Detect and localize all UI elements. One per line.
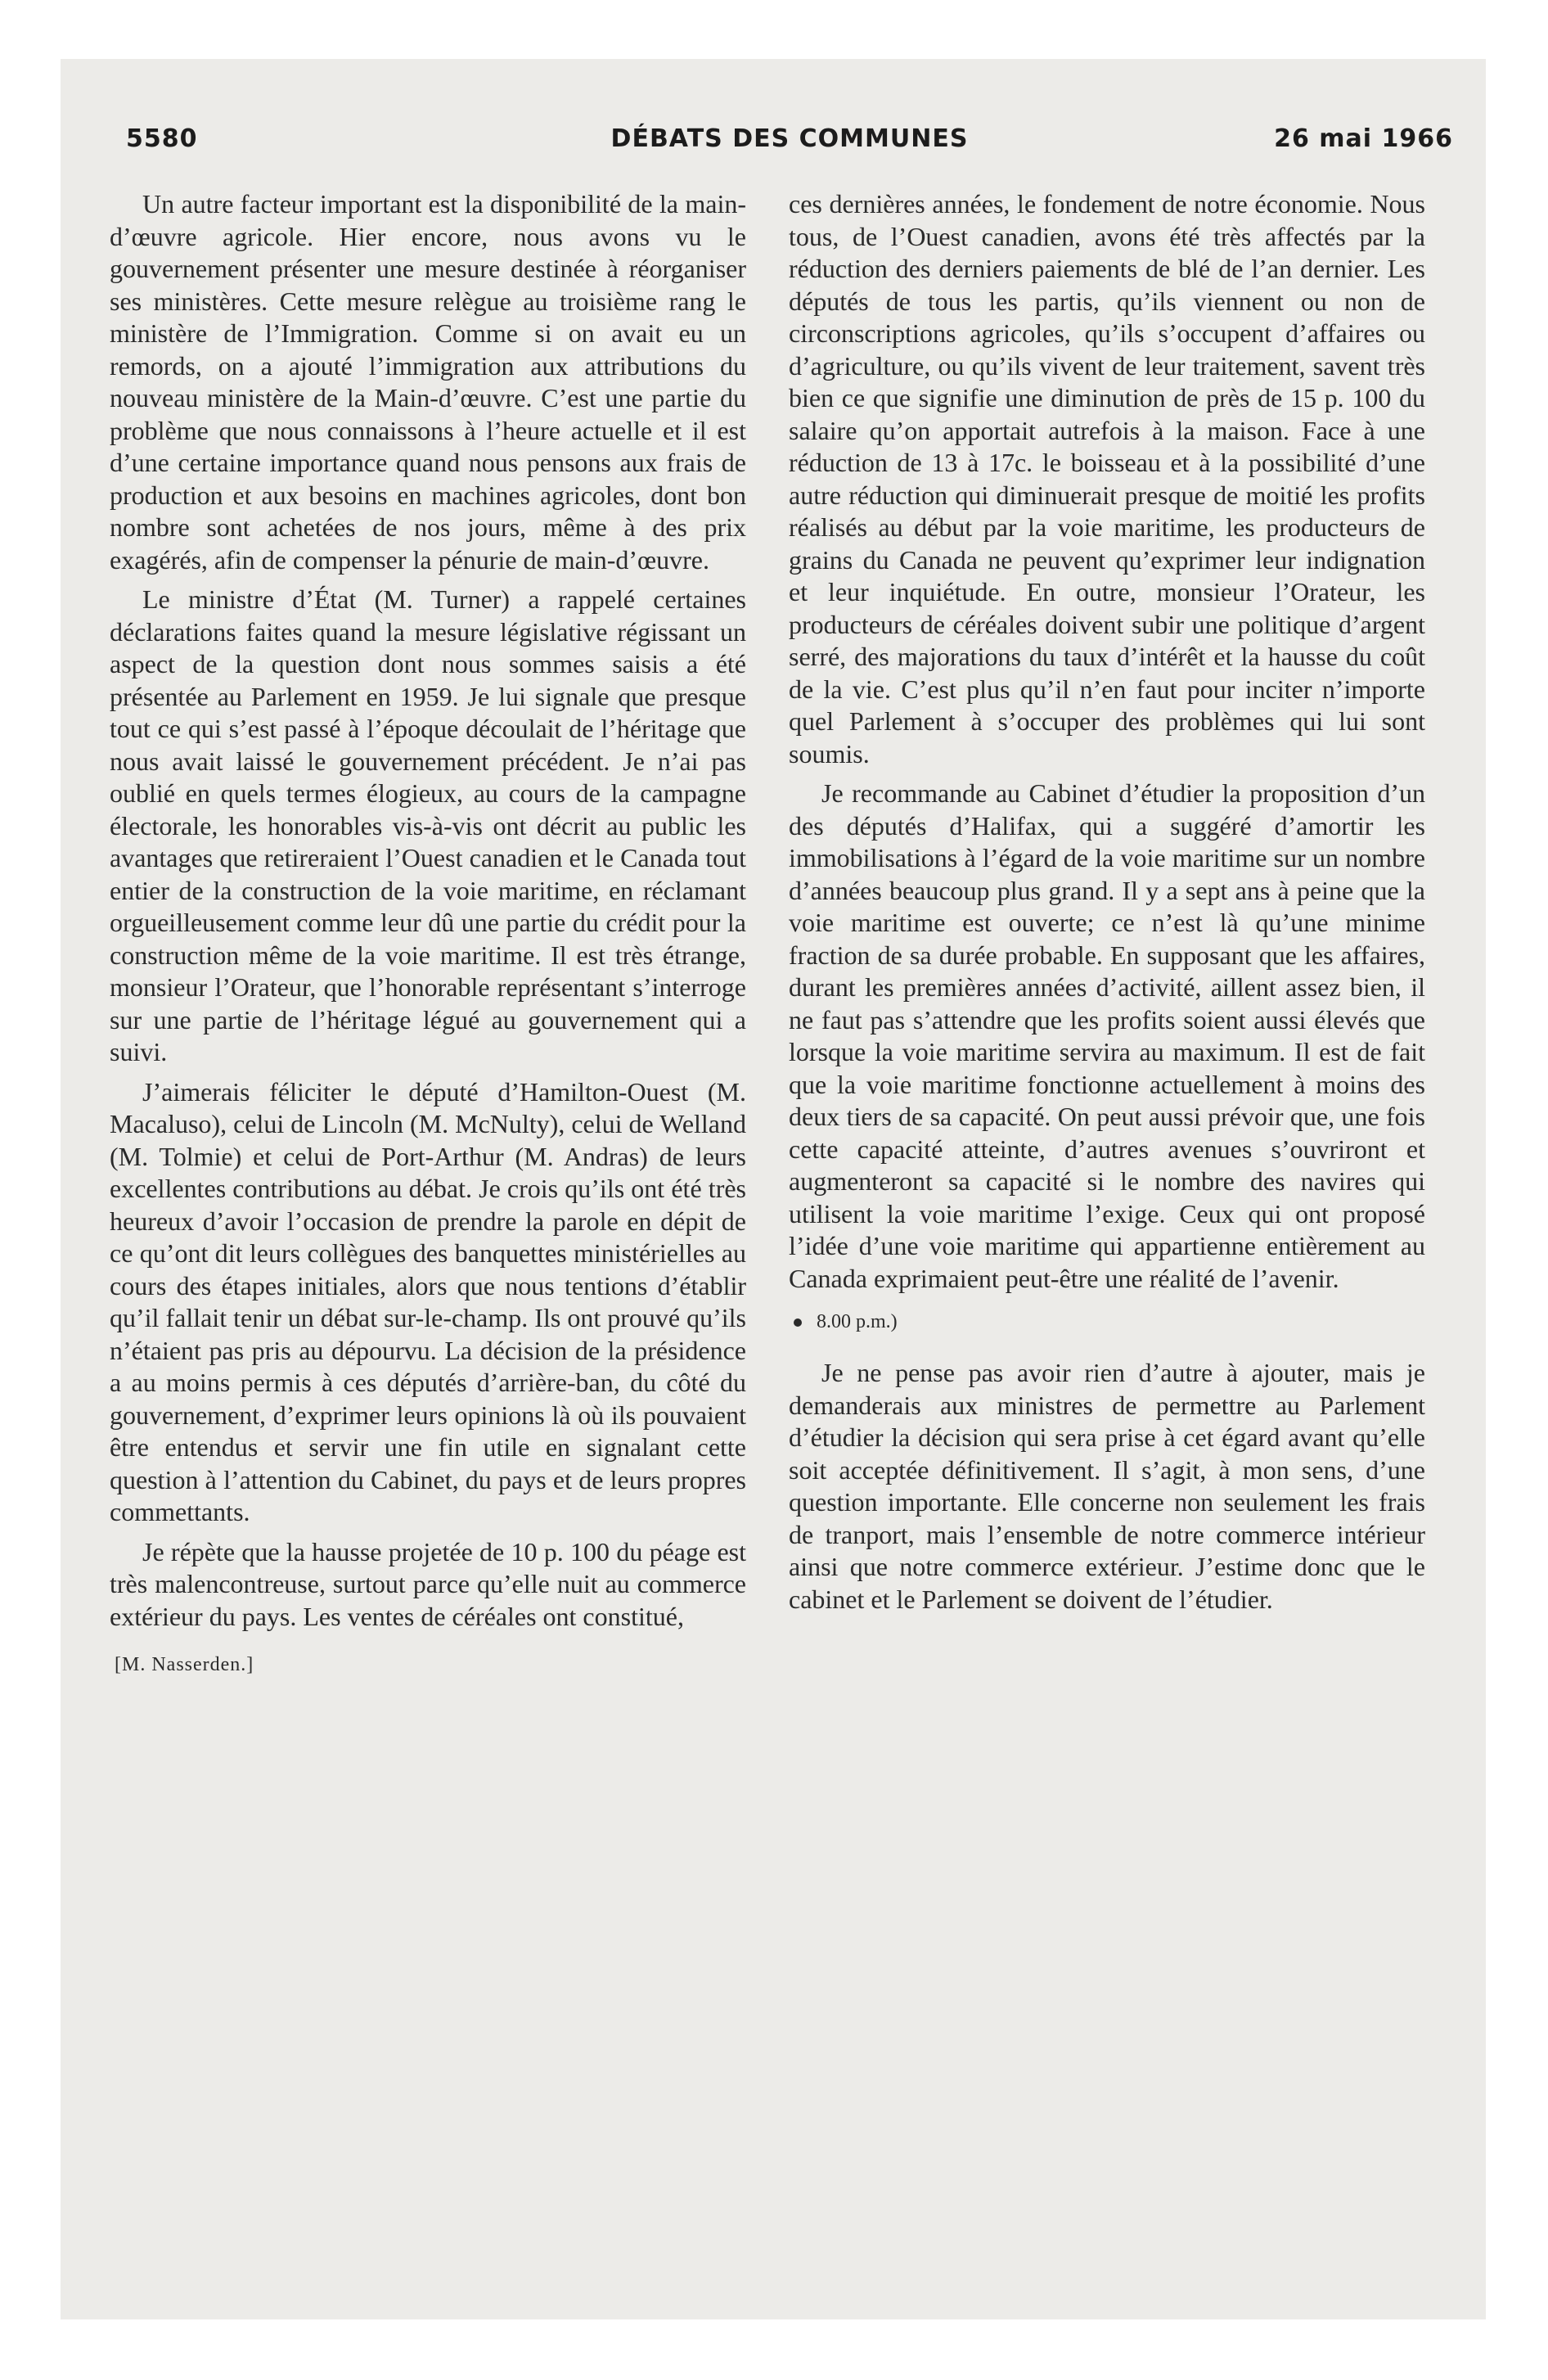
paragraph: ces dernières années, le fondement de notre économie. Nous tous, de l’Ouest canadien, avons été très affectés par la réduction des derniers paiements de blé de l’an dernier. Les députés de tous les partis, qu’ils viennent ou non de circonscriptions agricoles, qu’ils s’occupent d’affaires ou d’agriculture, ou qu’ils vivent de leur traitement, savent très bien ce que signifie une diminution de près de 15 p. 100 du salaire qu’on apportait autrefois à la maison. Face à une réduction de 13 à 17c. le boisseau et à la possibilité d’une autre réduction qui diminuerait presque de moitié les profits réalisés au début par la voie maritime, les producteurs de grains du Canada ne peuvent qu’exprimer leur indignation et leur inquiétude. En outre, monsieur l’Orateur, les producteurs de céréales doivent subir une politique d’argent serré, des majorations du taux d’intérêt et la hausse du coût de la vie. C’est plus qu’il n’en faut pour inciter n’importe quel Parlement à s’occuper des problèmes qui lui sont soumis. bbox=[789, 189, 1425, 769]
paragraph: Je ne pense pas avoir rien d’autre à ajouter, mais je demanderais aux ministres de permettre au Parlement d’étudier la décision qui sera prise à cet égard avant qu’elle soit acceptée définitivement. Il s’agit, à mon sens, d’une question importante. Elle concerne non seulement les frais de tranport, mais l’ensemble de notre commerce intérieur ainsi que notre commerce extérieur. J’estime donc que le cabinet et le Parlement se doivent de l’étudier. bbox=[789, 1358, 1425, 1614]
time-marker bbox=[789, 1309, 1425, 1334]
scanned-page bbox=[61, 59, 1486, 2319]
right-column bbox=[789, 188, 1425, 1616]
paragraph: Un autre facteur important est la disponibilité de la main-d’œuvre agricole. Hier encore, nous avons vu le gouvernement présenter une mesure destinée à réorganiser ses ministères. Cette mesure relègue au troisième rang le ministère de l’Immigration. Comme si on avait eu un remords, on a ajouté l’immigration aux attributions du nouveau ministère de la Main-d’œuvre. C’est une partie du problème que nous connaissons à l’heure actuelle et il est d’une certaine importance quand nous pensons aux frais de production et aux besoins en machines agricoles, dont bon nombre sont achetées de nos jours, même à des prix exagérés, afin de compenser la pénurie de main-d’œuvre. bbox=[110, 189, 746, 575]
running-header bbox=[126, 124, 1453, 165]
bullet-icon bbox=[794, 1318, 802, 1327]
paragraph: Je recommande au Cabinet d’étudier la proposition d’un des députés d’Halifax, qui a suggéré d’amortir les immobilisations à l’égard de la voie maritime sur un nombre d’années beaucoup plus grand. Il y a sept ans à peine que la voie maritime est ouverte; ce n’est là qu’une minime fraction de sa durée probable. En supposant que les affaires, durant les premières années d’activité, aillent assez bien, il ne faut pas s’attendre que les profits soient aussi élevés que lorsque la voie maritime servira au maximum. Il est de fait que la voie maritime fonctionne actuellement à moins des deux tiers de sa capacité. On peut aussi prévoir que, une fois cette capacité atteinte, d’autres avenues s’ouvriront et augmenteront sa capacité si le nombre des navires qui utilisent la voie maritime l’exige. Ceux qui ont proposé l’idée d’une voie maritime qui appartienne entièrement au Canada exprimaient peut-être une réalité de l’avenir. bbox=[789, 778, 1425, 1293]
page-date: 26 mai 1966 bbox=[1274, 124, 1453, 153]
time-marker-text: 8.00 p.m.) bbox=[817, 1311, 898, 1332]
paragraph: J’aimerais féliciter le député d’Hamilton-Ouest (M. Macaluso), celui de Lincoln (M. McNulty), celui de Welland (M. Tolmie) et celui de Port-Arthur (M. Andras) de leurs excellentes contributions au débat. Je crois qu’ils ont été très heureux d’avoir l’occasion de prendre la parole en dépit de ce qu’ont dit leurs collègues des banquettes ministérielles au cours des étapes initiales, alors que nous tentions d’établir qu’il fallait tenir un débat sur-le-champ. Ils ont prouvé qu’ils n’étaient pas pris au dépourvu. La décision de la présidence a au moins permis à ces députés d’arrière-ban, du côté du gouvernement, d’exprimer leurs opinions là où ils pouvaient être entendus et servir une fin utile en signalant cette question à l’attention du Cabinet, du pays et de leurs propres commettants. bbox=[110, 1076, 746, 1526]
paragraph: Le ministre d’État (M. Turner) a rappelé certaines déclarations faites quand la mesure législative régissant un aspect de la question dont nous sommes saisis a été présentée au Parlement en 1959. Je lui signale que presque tout ce qui s’est passé à l’époque découlait de l’héritage que nous avait laissé le gouvernement précédent. Je n’ai pas oublié en quels termes élogieux, au cours de la campagne électorale, les honorables vis-à-vis ont décrit au public les avantages que retireraient l’Ouest canadien et le Canada tout entier de la construction de la voie maritime, en réclamant orgueilleusement comme leur dû une partie du crédit pour la construction même de la voie maritime. Il est très étrange, monsieur l’Orateur, que l’honorable représentant s’interroge sur une partie de l’héritage légué au gouvernement qui a suivi. bbox=[110, 584, 746, 1066]
publication-title: DÉBATS DES COMMUNES bbox=[610, 124, 969, 153]
left-column bbox=[110, 188, 746, 1677]
page-number: 5580 bbox=[126, 124, 198, 153]
speaker-attribution: [M. Nasserden.] bbox=[115, 1654, 254, 1675]
paragraph: Je répète que la hausse projetée de 10 p. 100 du péage est très malencontreuse, surtout parce qu’elle nuit au commerce extérieur du pays. Les ventes de céréales ont constitué, bbox=[110, 1536, 746, 1631]
